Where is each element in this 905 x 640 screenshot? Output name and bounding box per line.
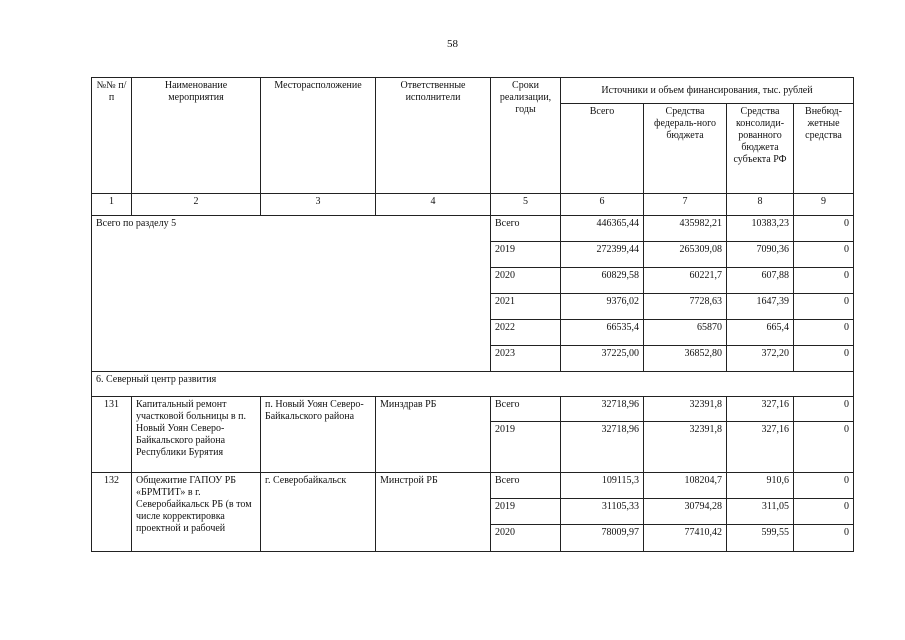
regional-cell: 372,20 — [727, 346, 794, 372]
header-extra: Внебюд-жетные средства — [794, 104, 854, 194]
col-number: 8 — [727, 194, 794, 216]
header-federal: Средства федераль-ного бюджета — [644, 104, 727, 194]
col-number: 6 — [561, 194, 644, 216]
period-cell: Всего — [491, 216, 561, 242]
header-funding: Источники и объем финансирования, тыс. рублей — [561, 78, 854, 104]
header-regional: Средства консолиди-рованного бюджета субъекта РФ — [727, 104, 794, 194]
federal-cell: 108204,7 — [644, 473, 727, 499]
item-executor: Минздрав РБ — [376, 397, 491, 473]
column-numbers-row — [92, 194, 854, 216]
regional-cell: 7090,36 — [727, 242, 794, 268]
total-cell: 446365,44 — [561, 216, 644, 242]
period-cell: Всего — [491, 397, 561, 422]
header-name: Наименование мероприятия — [132, 78, 261, 194]
col-number: 9 — [794, 194, 854, 216]
total-cell: 31105,33 — [561, 499, 644, 525]
page-number: 58 — [447, 38, 458, 50]
col-number: 7 — [644, 194, 727, 216]
period-cell: 2019 — [491, 422, 561, 473]
item-number: 131 — [92, 397, 132, 473]
period-cell: 2021 — [491, 294, 561, 320]
regional-cell: 910,6 — [727, 473, 794, 499]
col-number: 4 — [376, 194, 491, 216]
item-executor: Минстрой РБ — [376, 473, 491, 552]
federal-cell: 77410,42 — [644, 525, 727, 552]
regional-cell: 327,16 — [727, 422, 794, 473]
item-name: Общежитие ГАПОУ РБ «БРМТИТ» в г. Северобайкальск РБ (в том числе корректировка проектной и рабочей — [132, 473, 261, 552]
regional-cell: 327,16 — [727, 397, 794, 422]
total-cell: 37225,00 — [561, 346, 644, 372]
header-executors: Ответственные исполнители — [376, 78, 491, 194]
period-cell: 2020 — [491, 268, 561, 294]
total-cell: 272399,44 — [561, 242, 644, 268]
total-cell: 32718,96 — [561, 397, 644, 422]
header-location: Месторасположение — [261, 78, 376, 194]
federal-cell: 32391,8 — [644, 397, 727, 422]
total-cell: 60829,58 — [561, 268, 644, 294]
total-cell: 9376,02 — [561, 294, 644, 320]
header-row — [92, 78, 854, 104]
extra-cell: 0 — [794, 242, 854, 268]
col-number: 1 — [92, 194, 132, 216]
federal-cell: 36852,80 — [644, 346, 727, 372]
section6-label: 6. Северный центр развития — [92, 372, 854, 397]
extra-cell: 0 — [794, 294, 854, 320]
total-cell: 66535,4 — [561, 320, 644, 346]
table-row — [92, 397, 854, 422]
federal-cell: 265309,08 — [644, 242, 727, 268]
header-num: №№ п/п — [92, 78, 132, 194]
section5-label: Всего по разделу 5 — [92, 216, 491, 372]
period-cell: Всего — [491, 473, 561, 499]
extra-cell: 0 — [794, 216, 854, 242]
item-location: г. Северобайкальск — [261, 473, 376, 552]
col-number: 3 — [261, 194, 376, 216]
federal-cell: 65870 — [644, 320, 727, 346]
regional-cell: 599,55 — [727, 525, 794, 552]
regional-cell: 10383,23 — [727, 216, 794, 242]
regional-cell: 665,4 — [727, 320, 794, 346]
col-number: 5 — [491, 194, 561, 216]
federal-cell: 32391,8 — [644, 422, 727, 473]
total-cell: 32718,96 — [561, 422, 644, 473]
total-cell: 109115,3 — [561, 473, 644, 499]
federal-cell: 60221,7 — [644, 268, 727, 294]
period-cell: 2019 — [491, 499, 561, 525]
extra-cell: 0 — [794, 320, 854, 346]
extra-cell: 0 — [794, 525, 854, 552]
period-cell: 2019 — [491, 242, 561, 268]
period-cell: 2020 — [491, 525, 561, 552]
item-number: 132 — [92, 473, 132, 552]
table-row — [92, 216, 854, 242]
extra-cell: 0 — [794, 473, 854, 499]
regional-cell: 311,05 — [727, 499, 794, 525]
table-row — [92, 473, 854, 499]
item-location: п. Новый Уоян Северо-Байкальского района — [261, 397, 376, 473]
extra-cell: 0 — [794, 397, 854, 422]
col-number: 2 — [132, 194, 261, 216]
extra-cell: 0 — [794, 422, 854, 473]
regional-cell: 607,88 — [727, 268, 794, 294]
extra-cell: 0 — [794, 268, 854, 294]
extra-cell: 0 — [794, 346, 854, 372]
financing-table — [91, 77, 854, 552]
item-name: Капитальный ремонт участковой больницы в п. Новый Уоян Северо-Байкальского района Республики Бурятия — [132, 397, 261, 473]
federal-cell: 435982,21 — [644, 216, 727, 242]
header-total: Всего — [561, 104, 644, 194]
extra-cell: 0 — [794, 499, 854, 525]
period-cell: 2023 — [491, 346, 561, 372]
federal-cell: 30794,28 — [644, 499, 727, 525]
header-period: Сроки реализации, годы — [491, 78, 561, 194]
federal-cell: 7728,63 — [644, 294, 727, 320]
section-heading-row — [92, 372, 854, 397]
period-cell: 2022 — [491, 320, 561, 346]
regional-cell: 1647,39 — [727, 294, 794, 320]
total-cell: 78009,97 — [561, 525, 644, 552]
